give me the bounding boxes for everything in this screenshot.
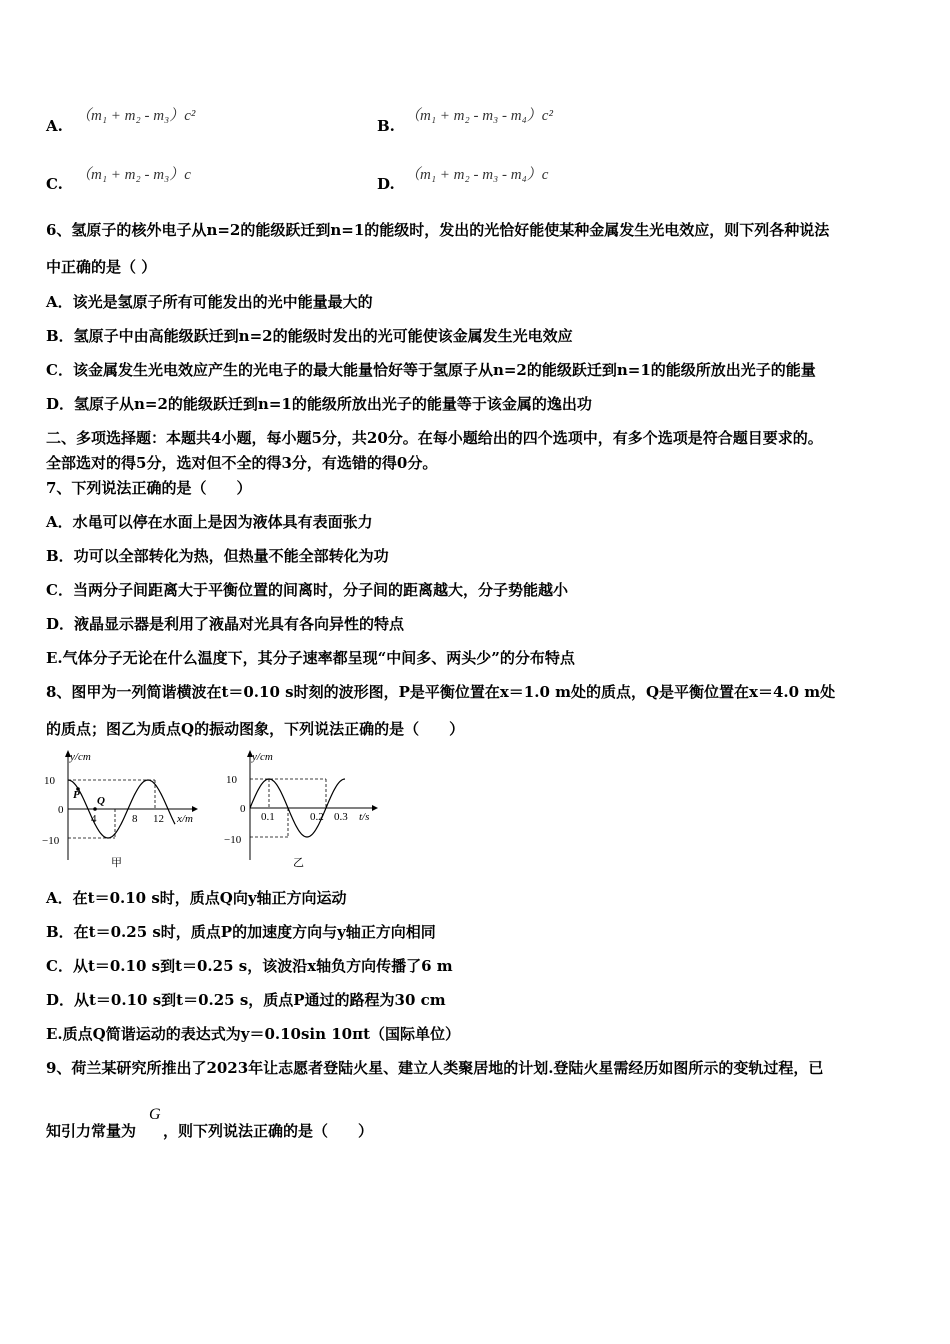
- x-tick-4: 4: [91, 813, 97, 825]
- q8-option-e: E.质点Q简谐运动的表达式为y＝0.10sin 10πt（国际单位）: [46, 1025, 461, 1043]
- q9-stem-line2-part2: ，则下列说法正确的是（ ）: [163, 1122, 374, 1140]
- y-tick-10: 10: [44, 775, 55, 787]
- q8-stem-line1: 8、图甲为一列简谐横波在t＝0.10 s时刻的波形图，P是平衡位置在x＝1.0 m处的质点，Q是平衡位置在x＝4.0 m处: [46, 683, 836, 701]
- q9-stem-line1: 9、荷兰某研究所推出了2023年让志愿者登陆火星、建立人类聚居地的计划.登陆火星需经历如图所示的变轨过程，已: [46, 1059, 824, 1077]
- q5-option-d-label: D.: [377, 175, 395, 193]
- y-tick-10: 10: [226, 774, 237, 786]
- x-axis-arrow: [192, 806, 198, 812]
- q8-option-a: A．在t＝0.10 s时，质点Q向y轴正方向运动: [46, 889, 347, 907]
- t-tick-0.2: 0.2: [310, 811, 324, 823]
- q5-option-c-formula: （m₁ + m₂ - m₃）c: [76, 167, 191, 183]
- q7-option-a: A．水黾可以停在水面上是因为液体具有表面张力: [46, 513, 373, 531]
- q5-option-a-formula: （m₁ + m₂ - m₃）c²: [76, 108, 196, 124]
- y-axis-label: y/cm: [70, 751, 91, 763]
- q5-option-c-label: C.: [46, 175, 63, 193]
- y-tick-0: 0: [240, 803, 246, 815]
- q5-option-d-formula: （m₁ + m₂ - m₃ - m₄）c: [405, 167, 549, 183]
- caption-yi: 乙: [293, 857, 304, 869]
- caption-jia: 甲: [111, 857, 122, 869]
- q5-option-b-label: B.: [377, 117, 395, 135]
- wave-graph-jia: [40, 745, 210, 875]
- t-axis-arrow: [372, 805, 378, 811]
- x-tick-8: 8: [132, 813, 138, 825]
- y-tick-0: 0: [58, 804, 64, 816]
- y-tick-neg10: −10: [42, 835, 60, 847]
- q7-option-c: C．当两分子间距离大于平衡位置的间离时，分子间的距离越大，分子势能越小: [46, 581, 568, 599]
- label-q: Q: [97, 795, 105, 807]
- t-tick-0.3: 0.3: [334, 811, 348, 823]
- q7-option-d: D．液晶显示器是利用了液晶对光具有各向异性的特点: [46, 615, 405, 633]
- gravitational-constant-symbol: G: [149, 1106, 161, 1123]
- y-axis-label: y/cm: [252, 751, 273, 763]
- section2-header-line1: 二、多项选择题：本题共4小题，每小题5分，共20分。在每小题给出的四个选项中，有多个选项是符合题目要求的。: [46, 429, 823, 447]
- q5-option-b-formula: （m₁ + m₂ - m₃ - m₄）c²: [405, 108, 553, 124]
- t-tick-0.1: 0.1: [261, 811, 275, 823]
- q6-stem-line2: 中正确的是（ ）: [46, 258, 157, 276]
- q5-option-a-label: A.: [46, 117, 63, 135]
- vibration-graph-yi: [222, 745, 392, 875]
- q6-option-d: D．氢原子从n=2的能级跃迁到n=1的能级所放出光子的能量等于该金属的逸出功: [46, 395, 592, 413]
- y-tick-neg10: −10: [224, 834, 242, 846]
- q8-option-c: C．从t＝0.10 s到t＝0.25 s，该波沿x轴负方向传播了6 m: [46, 957, 453, 975]
- q6-option-a: A．该光是氢原子所有可能发出的光中能量最大的: [46, 293, 373, 311]
- q7-option-e: E.气体分子无论在什么温度下，其分子速率都呈现“中间多、两头少”的分布特点: [46, 649, 575, 667]
- x-axis-label: x/m: [177, 813, 193, 825]
- label-p: P: [73, 789, 80, 801]
- q6-option-c: C．该金属发生光电效应产生的光电子的最大能量恰好等于氢原子从n=2的能级跃迁到n=1的能级所放出光子的能量: [46, 361, 816, 379]
- q9-stem-line2-part1: 知引力常量为: [46, 1122, 137, 1140]
- q7-option-b: B．功可以全部转化为热，但热量不能全部转化为功: [46, 547, 389, 565]
- point-q: [93, 807, 97, 811]
- t-axis-label: t/s: [359, 811, 370, 823]
- q7-stem: 7、下列说法正确的是（ ）: [46, 479, 252, 497]
- q6-stem-line1: 6、氢原子的核外电子从n=2的能级跃迁到n=1的能级时，发出的光恰好能使某种金属发生光电效应，则下列各种说法: [46, 221, 830, 239]
- q8-option-d: D．从t＝0.10 s到t＝0.25 s，质点P通过的路程为30 cm: [46, 991, 446, 1009]
- q8-option-b: B．在t＝0.25 s时，质点P的加速度方向与y轴正方向相同: [46, 923, 436, 941]
- section2-header-line2: 全部选对的得5分，选对但不全的得3分，有选错的得0分。: [46, 454, 438, 472]
- q6-option-b: B．氢原子中由高能级跃迁到n=2的能级时发出的光可能使该金属发生光电效应: [46, 327, 573, 345]
- x-tick-12: 12: [153, 813, 164, 825]
- q8-stem-line2: 的质点；图乙为质点Q的振动图象，下列说法正确的是（ ）: [46, 720, 465, 738]
